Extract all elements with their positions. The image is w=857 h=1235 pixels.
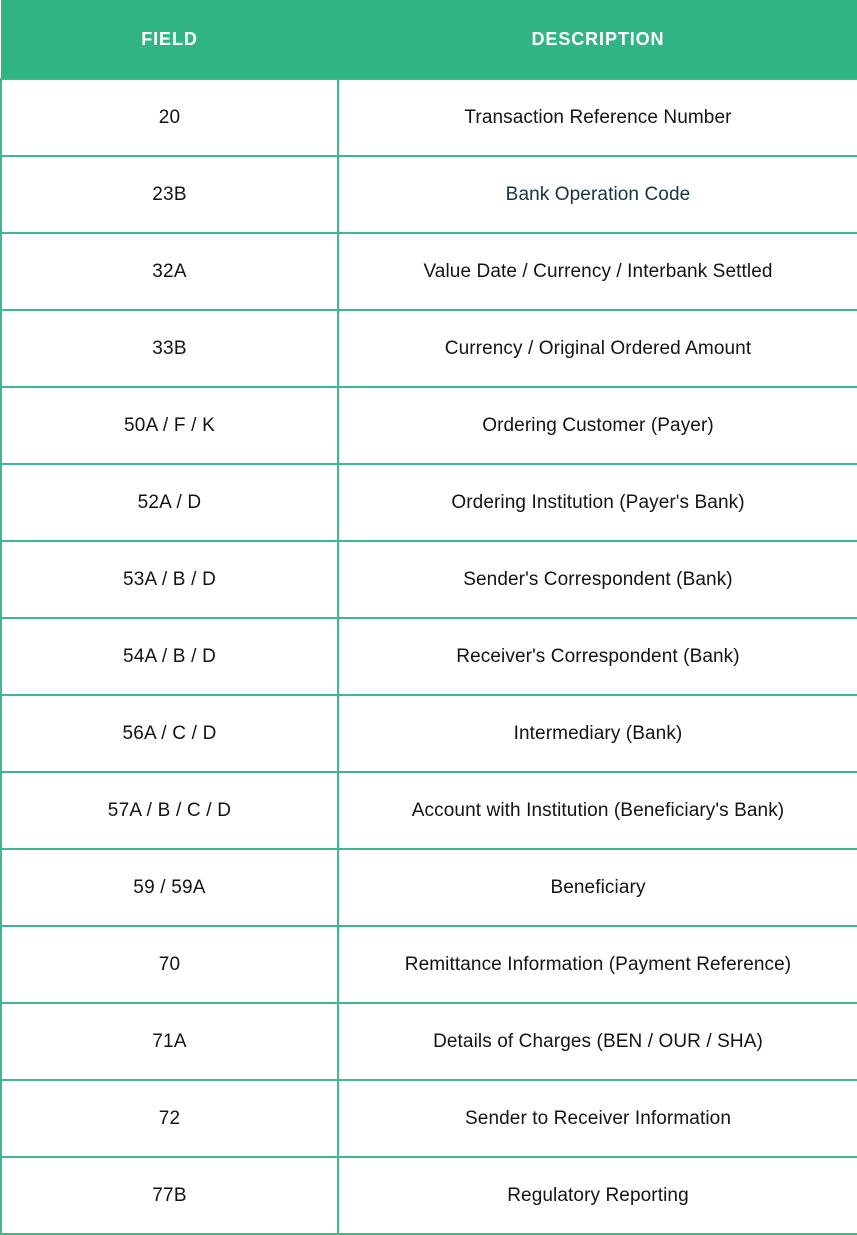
cell-description: Ordering Institution (Payer's Bank) [338,464,857,541]
table-row [1,1080,857,1157]
table-row [1,464,857,541]
table-row [1,156,857,233]
cell-field: 56A / C / D [1,695,338,772]
cell-description: Sender's Correspondent (Bank) [338,541,857,618]
cell-field: 57A / B / C / D [1,772,338,849]
cell-field: 59 / 59A [1,849,338,926]
column-header-field: FIELD [141,28,198,49]
cell-field: 20 [1,79,338,156]
table-header [1,0,857,79]
cell-description: Sender to Receiver Information [338,1080,857,1157]
cell-field: 23B [1,156,338,233]
cell-field: 32A [1,233,338,310]
cell-description: Details of Charges (BEN / OUR / SHA) [338,1003,857,1080]
cell-description: Regulatory Reporting [338,1157,857,1234]
cell-description: Value Date / Currency / Interbank Settled [338,233,857,310]
cell-description: Currency / Original Ordered Amount [338,310,857,387]
table-row [1,1003,857,1080]
table-header-row [1,0,857,79]
table-row [1,695,857,772]
cell-field: 70 [1,926,338,1003]
cell-description: Transaction Reference Number [338,79,857,156]
cell-description: Intermediary (Bank) [338,695,857,772]
cell-description-link[interactable]: Bank Operation Code [338,156,857,233]
cell-description: Remittance Information (Payment Reference) [338,926,857,1003]
table-body [1,79,857,1234]
cell-description: Receiver's Correspondent (Bank) [338,618,857,695]
table-row [1,79,857,156]
cell-field: 52A / D [1,464,338,541]
table-row [1,618,857,695]
cell-description: Ordering Customer (Payer) [338,387,857,464]
table-row [1,387,857,464]
cell-field: 71A [1,1003,338,1080]
cell-field: 54A / B / D [1,618,338,695]
cell-description: Account with Institution (Beneficiary's Bank) [338,772,857,849]
table-row [1,926,857,1003]
table-row [1,1157,857,1234]
table-row [1,541,857,618]
cell-field: 72 [1,1080,338,1157]
table-row [1,772,857,849]
column-header-description: DESCRIPTION [531,28,665,49]
cell-field: 33B [1,310,338,387]
table-row [1,849,857,926]
cell-description: Beneficiary [338,849,857,926]
cell-field: 50A / F / K [1,387,338,464]
table-row [1,310,857,387]
table-row [1,233,857,310]
cell-field: 77B [1,1157,338,1234]
cell-field: 53A / B / D [1,541,338,618]
